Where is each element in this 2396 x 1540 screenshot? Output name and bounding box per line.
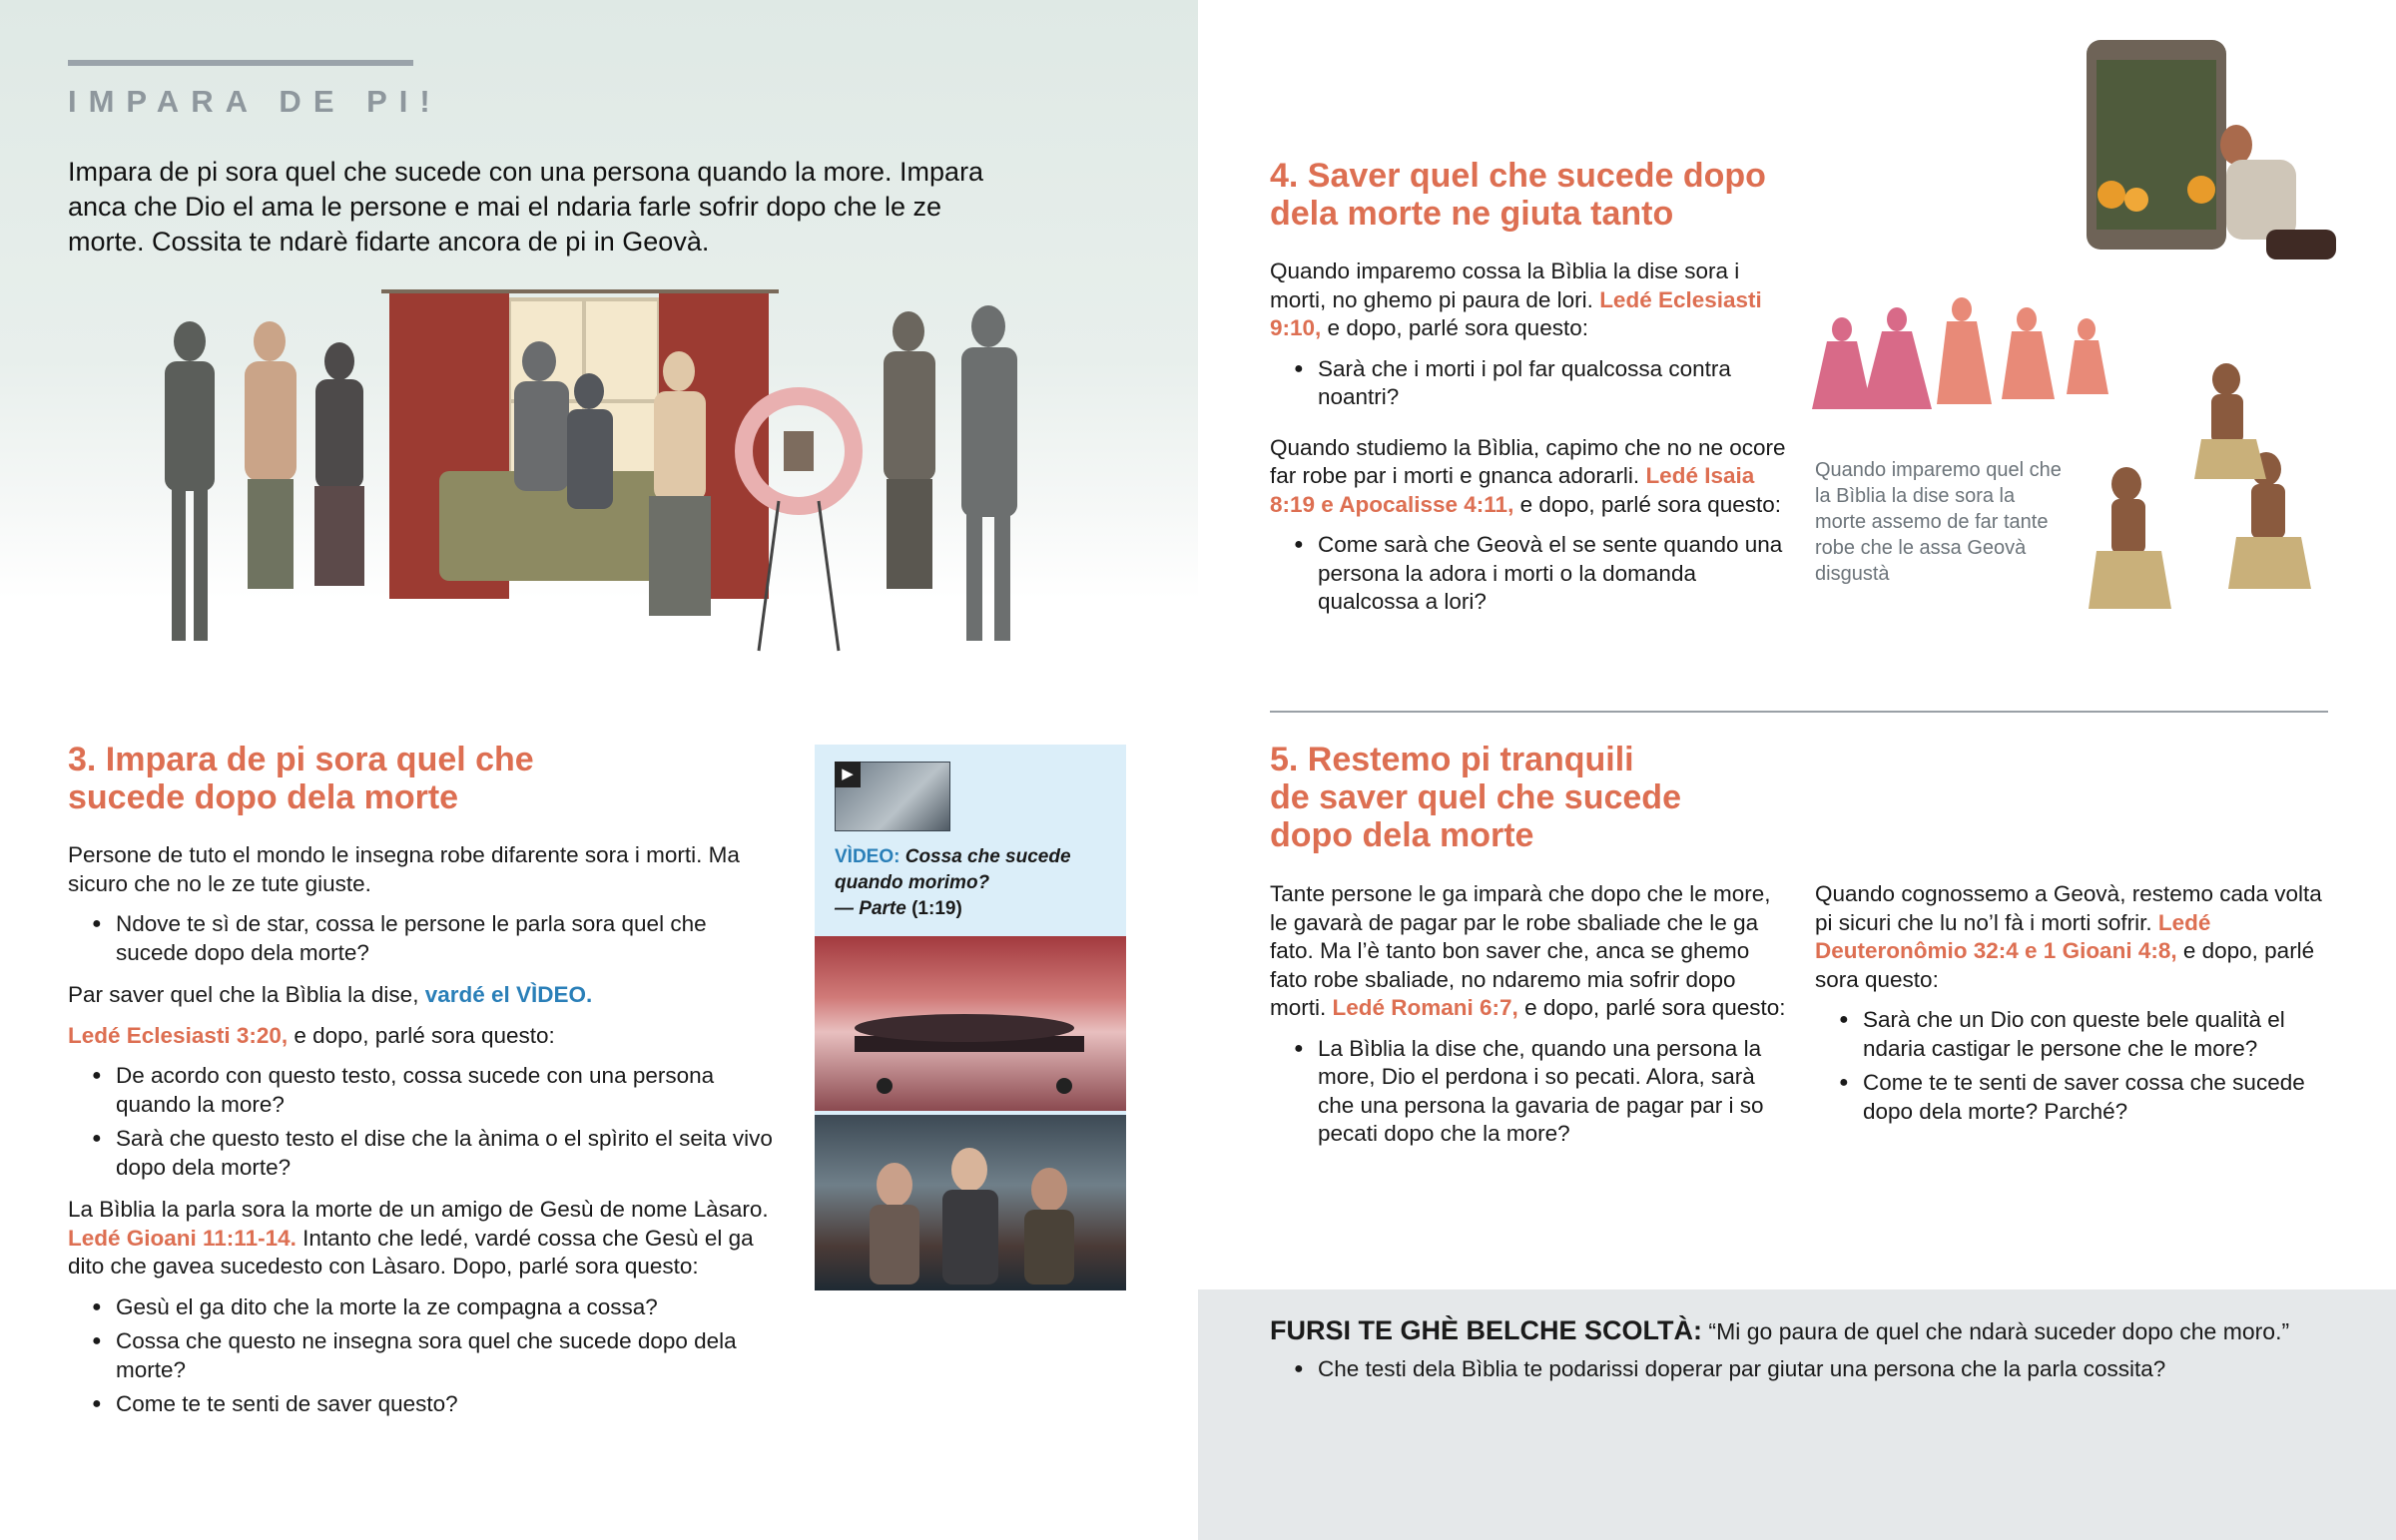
- discussion-question: ● Sarà che un Dio con queste bele qualità el ndaria castigar le persone che le more?: [1815, 1006, 2334, 1063]
- discussion-question: ● Sarà che i morti i pol far qualcossa contra noantri?: [1270, 355, 1789, 412]
- video-title[interactable]: Cossa che sucede quando morimo?: [835, 846, 1071, 893]
- scripture-reference[interactable]: Ledé Isaia 8:19 e Apocalisse 4:11,: [1270, 463, 1755, 517]
- objection-label: FURSI TE GHÈ BELCHE SCOLTÀ:: [1270, 1315, 1703, 1345]
- train-station-image: [815, 1115, 1126, 1290]
- video-duration: (1:19): [911, 898, 962, 919]
- section-kicker: IMPARA DE PI!: [68, 84, 442, 119]
- video-caption: [835, 844, 1104, 922]
- section-4-paragraph: Quando imparemo cossa la Bìblia la dise sora i morti, no ghemo pi paura de lori. Ledé Eclesiasti 9:10, e dopo, parlé sora questo:: [1270, 258, 1762, 340]
- discussion-question: ● Come te te senti de saver questo?: [68, 1390, 777, 1419]
- hospital-bed-drawing: [815, 936, 1126, 1111]
- section-5-paragraph-2: Quando cognossemo a Geovà, restemo cada volta pi sicuri che lu no’l fà i morti sofrir. Ledé Deuteronômio 32:4 e 1 Gioani 4:8, e dopo, parlé sora questo:: [1815, 881, 2322, 992]
- section-5-body-right: [1815, 880, 2334, 1140]
- discussion-question: ● Ndove te sì de star, cossa le persone le parla sora quel che sucede dopo dela morte?: [68, 910, 777, 967]
- objection-box: [1270, 1315, 2348, 1398]
- discussion-question: ● Come sarà che Geovà el se sente quando una persona la adora i morti o la domanda qualcossa a lori?: [1270, 531, 1789, 617]
- section-3-reading: Ledé Eclesiasti 3:20, e dopo, parlé sora questo:: [68, 1022, 555, 1048]
- section-divider: [1270, 711, 2328, 713]
- scripture-reference[interactable]: Ledé Gioani 11:11-14.: [68, 1225, 297, 1251]
- discussion-question: ● Cossa che questo ne insegna sora quel che sucede dopo dela morte?: [68, 1327, 777, 1384]
- discussion-question: ● Gesù el ga dito che la morte la ze compagna a cossa?: [68, 1293, 777, 1322]
- discussion-question: ● Come te te senti de saver cossa che sucede dopo dela morte? Parché?: [1815, 1069, 2334, 1126]
- section-5-title: 5. Restemo pi tranquili de saver quel che sucede dopo dela morte: [1270, 741, 1681, 854]
- scripture-reference[interactable]: Ledé Eclesiasti 9:10,: [1270, 286, 1762, 340]
- video-part: — Parte: [835, 898, 906, 919]
- scripture-reference[interactable]: Ledé Deuteronômio 32:4 e 1 Gioani 4:8,: [1815, 909, 2211, 963]
- section-4-title: 4. Saver quel che sucede dopo dela morte ne giuta tanto: [1270, 157, 1766, 233]
- header-rule: [68, 60, 413, 66]
- section-3-paragraph: Persone de tuto el mondo le insegna robe difarente sora i morti. Ma sicuro che no le ze tute giuste.: [68, 842, 740, 896]
- section-4-body: [1270, 257, 1789, 631]
- train-station-drawing: [815, 1115, 1126, 1290]
- section-3-body: [68, 841, 777, 1433]
- watch-video-link[interactable]: vardé el VÌDEO.: [424, 982, 593, 1007]
- discussion-question: ● La Bìblia la dise che, quando una persona la more, Dio el perdona i so pecati. Alora, sarà che una persona la gavaria de pagar par i so pecati dopo che la more?: [1270, 1035, 1789, 1149]
- section-3-video-paragraph: Par saver quel che la Bìblia la dise, vardé el VÌDEO.: [68, 982, 593, 1007]
- hospital-bed-image: [815, 936, 1126, 1111]
- intro-paragraph: Impara de pi sora quel che sucede con una persona quando la more. Impara anca che Dio el ama le persone e mai el ndaria farle sofrir dopo che le ze morte. Cossita te ndarè fidarte ancora de pi in Geovà.: [68, 157, 984, 257]
- objection-quote: “Mi go paura de quel che ndarà suceder dopo che moro.”: [1708, 1318, 2290, 1344]
- play-icon[interactable]: ▶: [835, 762, 861, 787]
- video-label: VÌDEO:: [835, 846, 900, 867]
- discussion-question: ● De acordo con questo testo, cossa sucede con una persona quando la more?: [68, 1062, 777, 1119]
- discussion-question: ● Sarà che questo testo el dise che la ànima o el spìrito el seita vivo dopo dela morte?: [68, 1125, 777, 1182]
- section-4-paragraph-2: Quando studiemo la Bìblia, capimo che no ne ocore far robe par i morti e gnanca adorarli. Ledé Isaia 8:19 e Apocalisse 4:11, e dopo, parlé sora questo:: [1270, 434, 1786, 517]
- scripture-reference[interactable]: Ledé Romani 6:7,: [1332, 995, 1518, 1020]
- section-3-lazarus-paragraph: La Bìblia la parla sora la morte de un amigo de Gesù de nome Làsaro. Ledé Gioani 11:11-14. Intanto che ledé, vardé cossa che Gesù el ga dito che gavea sucedesto con Làsaro. Dopo, parlé sora questo:: [68, 1197, 769, 1279]
- section-5-body-left: [1270, 880, 1789, 1163]
- scripture-reference[interactable]: Ledé Eclesiasti 3:20,: [68, 1022, 289, 1048]
- funeral-illustration: [120, 281, 1078, 669]
- section-3-title: 3. Impara de pi sora quel che sucede dopo dela morte: [68, 741, 534, 816]
- section-5-paragraph: Tante persone le ga imparà che dopo che le more, le gavarà de pagar par le robe sbaliade che le ga fato. Ma l’è tanto bon saver che, anca se ghemo fato robe sbaliade, no ndaremo mia sofrir dopo morti. Ledé Romani 6:7, e dopo, parlé sora questo:: [1270, 881, 1786, 1020]
- illustration-caption: Quando imparemo quel che la Bìblia la dise sora la morte assemo de far tante robe che le assa Geovà disgustà: [1815, 459, 2062, 585]
- discussion-question: ● Che testi dela Bìblia te podarissi doperar par giutar una persona che la parla cossita?: [1270, 1354, 2348, 1384]
